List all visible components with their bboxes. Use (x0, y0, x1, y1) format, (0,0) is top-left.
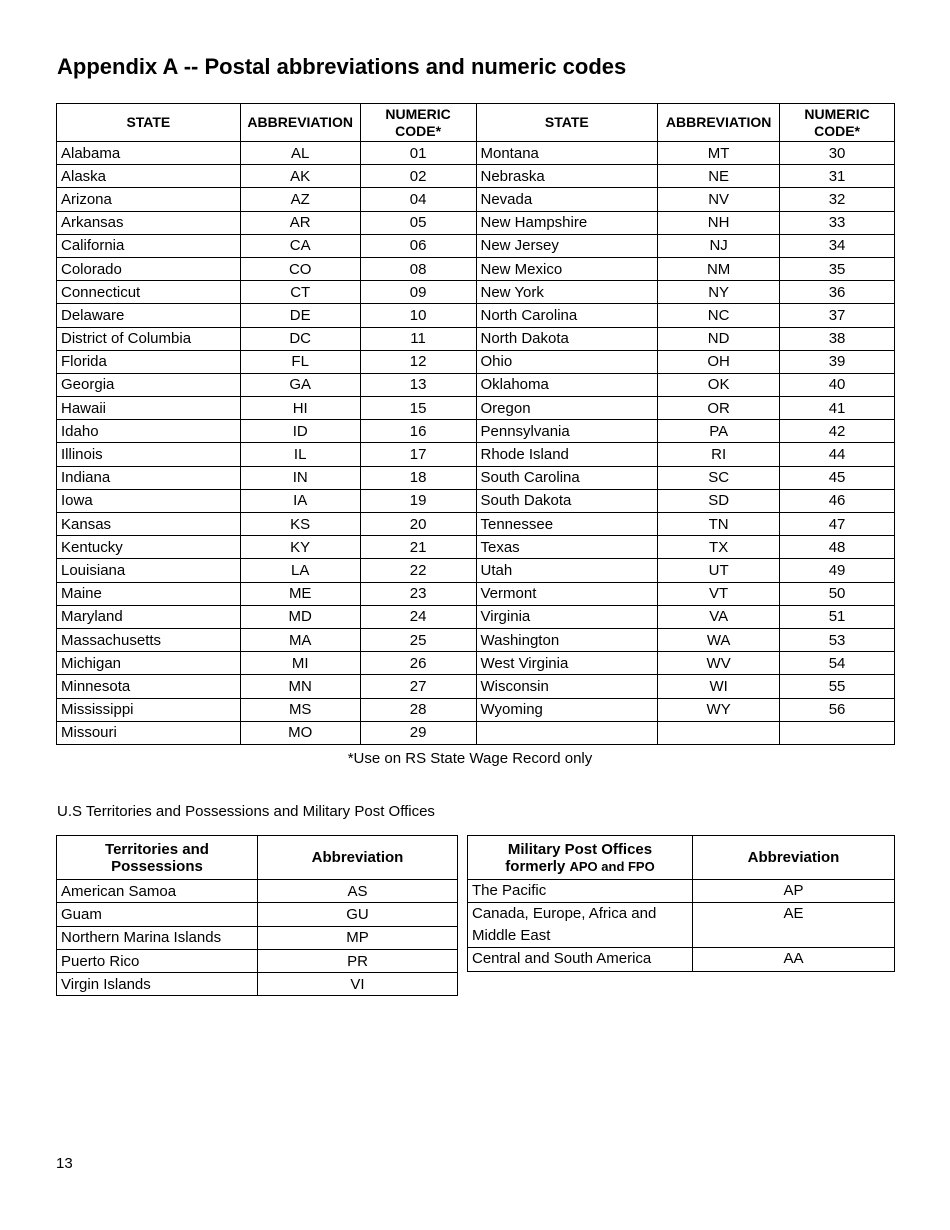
state-name: Washington (476, 628, 658, 651)
numeric-code: 50 (780, 582, 895, 605)
header-line: APO and FPO (569, 858, 655, 874)
abbreviation: VT (658, 582, 780, 605)
table-row (468, 948, 895, 971)
table-row (57, 142, 895, 165)
abbreviation: PA (658, 420, 780, 443)
table-row (57, 350, 895, 373)
numeric-code: 30 (780, 142, 895, 165)
column-header: Abbreviation (258, 836, 458, 880)
table-row (57, 281, 895, 304)
column-header: Abbreviation (693, 836, 895, 880)
abbreviation: TN (658, 513, 780, 536)
state-name: Massachusetts (57, 628, 241, 651)
table-row (57, 397, 895, 420)
abbreviation: MS (240, 698, 360, 721)
abbreviation: DC (240, 327, 360, 350)
numeric-code: 32 (780, 188, 895, 211)
state-name: Mississippi (57, 698, 241, 721)
table-row (57, 559, 895, 582)
numeric-code: 17 (360, 443, 476, 466)
abbreviation: VI (258, 973, 458, 996)
numeric-code: 46 (780, 489, 895, 512)
table-row (57, 973, 458, 996)
numeric-code: 27 (360, 675, 476, 698)
numeric-code (780, 721, 895, 744)
numeric-code: 33 (780, 211, 895, 234)
abbreviation: IL (240, 443, 360, 466)
state-name: Wyoming (476, 698, 658, 721)
abbreviation: MP (258, 926, 458, 949)
numeric-code: 10 (360, 304, 476, 327)
abbreviation: DE (240, 304, 360, 327)
abbreviation: CA (240, 234, 360, 257)
state-name: Michigan (57, 652, 241, 675)
state-name: Pennsylvania (476, 420, 658, 443)
table-row (57, 513, 895, 536)
table-row (57, 188, 895, 211)
state-name: Montana (476, 142, 658, 165)
abbreviation: ND (658, 327, 780, 350)
abbreviation: SD (658, 489, 780, 512)
state-name: Maine (57, 582, 241, 605)
state-name: New York (476, 281, 658, 304)
numeric-code: 48 (780, 536, 895, 559)
state-name: Arkansas (57, 211, 241, 234)
state-name: North Carolina (476, 304, 658, 327)
abbreviation: VA (658, 605, 780, 628)
state-name: Connecticut (57, 281, 241, 304)
table-row (57, 675, 895, 698)
state-name: Wisconsin (476, 675, 658, 698)
numeric-code: 13 (360, 373, 476, 396)
table-row (57, 327, 895, 350)
numeric-code: 15 (360, 397, 476, 420)
numeric-code: 38 (780, 327, 895, 350)
state-name: Ohio (476, 350, 658, 373)
table-row (57, 903, 458, 926)
region-name: Canada, Europe, Africa and Middle East (468, 903, 693, 948)
abbreviation: AE (693, 903, 895, 948)
state-codes-table (56, 103, 895, 745)
territory-name: Northern Marina Islands (57, 926, 258, 949)
abbreviation: NE (658, 165, 780, 188)
abbreviation: UT (658, 559, 780, 582)
numeric-code: 28 (360, 698, 476, 721)
abbreviation: ME (240, 582, 360, 605)
abbreviation: WA (658, 628, 780, 651)
abbreviation: FL (240, 350, 360, 373)
state-name: Colorado (57, 257, 241, 280)
numeric-code: 05 (360, 211, 476, 234)
numeric-code: 01 (360, 142, 476, 165)
numeric-code: 12 (360, 350, 476, 373)
table-row (57, 652, 895, 675)
column-header: Territories and Possessions (57, 836, 258, 880)
state-name: New Hampshire (476, 211, 658, 234)
state-name: Vermont (476, 582, 658, 605)
page-number: 13 (56, 1155, 73, 1172)
abbreviation: OR (658, 397, 780, 420)
table-row (57, 949, 458, 972)
numeric-code: 36 (780, 281, 895, 304)
state-name: Rhode Island (476, 443, 658, 466)
abbreviation: AK (240, 165, 360, 188)
numeric-code: 22 (360, 559, 476, 582)
numeric-code: 25 (360, 628, 476, 651)
abbreviation: AZ (240, 188, 360, 211)
column-header: NUMERIC CODE* (780, 104, 895, 142)
state-name: Louisiana (57, 559, 241, 582)
territory-name: Guam (57, 903, 258, 926)
column-header: STATE (57, 104, 241, 142)
abbreviation: WY (658, 698, 780, 721)
footnote: *Use on RS State Wage Record only (347, 750, 593, 767)
table-row (57, 304, 895, 327)
numeric-code: 56 (780, 698, 895, 721)
state-name: Iowa (57, 489, 241, 512)
numeric-code: 24 (360, 605, 476, 628)
numeric-code: 20 (360, 513, 476, 536)
table-row (57, 466, 895, 489)
state-name: Maryland (57, 605, 241, 628)
abbreviation (658, 721, 780, 744)
abbreviation: PR (258, 949, 458, 972)
column-header: ABBREVIATION (240, 104, 360, 142)
abbreviation: AA (693, 948, 895, 971)
state-name: Kentucky (57, 536, 241, 559)
column-header (468, 836, 693, 880)
state-name: Georgia (57, 373, 241, 396)
column-header: NUMERIC CODE* (360, 104, 476, 142)
numeric-code: 34 (780, 234, 895, 257)
state-name: Texas (476, 536, 658, 559)
numeric-code: 06 (360, 234, 476, 257)
numeric-code: 49 (780, 559, 895, 582)
section-subtitle: U.S Territories and Possessions and Military Post Offices (57, 803, 435, 820)
numeric-code: 45 (780, 466, 895, 489)
numeric-code: 09 (360, 281, 476, 304)
column-header: ABBREVIATION (658, 104, 780, 142)
page-title: Appendix A -- Postal abbreviations and numeric codes (57, 54, 627, 79)
abbreviation: NV (658, 188, 780, 211)
numeric-code: 26 (360, 652, 476, 675)
state-name: Illinois (57, 443, 241, 466)
table-row (468, 880, 895, 903)
abbreviation: MT (658, 142, 780, 165)
state-name: Oregon (476, 397, 658, 420)
state-name: Idaho (57, 420, 241, 443)
abbreviation: OH (658, 350, 780, 373)
table-row (57, 257, 895, 280)
table-row (57, 234, 895, 257)
table-row (57, 880, 458, 903)
state-name: District of Columbia (57, 327, 241, 350)
state-name: Alabama (57, 142, 241, 165)
region-name: The Pacific (468, 880, 693, 903)
numeric-code: 35 (780, 257, 895, 280)
state-name: West Virginia (476, 652, 658, 675)
abbreviation: RI (658, 443, 780, 466)
state-name: California (57, 234, 241, 257)
numeric-code: 41 (780, 397, 895, 420)
abbreviation: MO (240, 721, 360, 744)
state-name: South Carolina (476, 466, 658, 489)
numeric-code: 02 (360, 165, 476, 188)
table-row (57, 165, 895, 188)
abbreviation: CO (240, 257, 360, 280)
abbreviation: OK (658, 373, 780, 396)
abbreviation: IN (240, 466, 360, 489)
abbreviation: MD (240, 605, 360, 628)
abbreviation: WI (658, 675, 780, 698)
numeric-code: 19 (360, 489, 476, 512)
state-name: Delaware (57, 304, 241, 327)
abbreviation: NM (658, 257, 780, 280)
territory-name: Puerto Rico (57, 949, 258, 972)
numeric-code: 37 (780, 304, 895, 327)
table-row (57, 582, 895, 605)
table-header-row (57, 104, 895, 142)
table-row (57, 698, 895, 721)
state-name: Minnesota (57, 675, 241, 698)
state-name: Virginia (476, 605, 658, 628)
state-name: New Jersey (476, 234, 658, 257)
abbreviation: KS (240, 513, 360, 536)
abbreviation: SC (658, 466, 780, 489)
abbreviation: ID (240, 420, 360, 443)
state-name: Missouri (57, 721, 241, 744)
numeric-code: 11 (360, 327, 476, 350)
state-name: Oklahoma (476, 373, 658, 396)
abbreviation: AS (258, 880, 458, 903)
abbreviation: TX (658, 536, 780, 559)
numeric-code: 21 (360, 536, 476, 559)
state-name: North Dakota (476, 327, 658, 350)
abbreviation: IA (240, 489, 360, 512)
abbreviation: MN (240, 675, 360, 698)
abbreviation: AL (240, 142, 360, 165)
abbreviation: MI (240, 652, 360, 675)
table-header-row (468, 836, 895, 880)
abbreviation: WV (658, 652, 780, 675)
table-row (57, 373, 895, 396)
abbreviation: KY (240, 536, 360, 559)
numeric-code: 54 (780, 652, 895, 675)
numeric-code: 04 (360, 188, 476, 211)
territory-name: American Samoa (57, 880, 258, 903)
numeric-code: 23 (360, 582, 476, 605)
column-header: STATE (476, 104, 658, 142)
table-row (57, 211, 895, 234)
abbreviation: NJ (658, 234, 780, 257)
numeric-code: 40 (780, 373, 895, 396)
abbreviation: AR (240, 211, 360, 234)
state-name: South Dakota (476, 489, 658, 512)
numeric-code: 47 (780, 513, 895, 536)
military-post-offices-table (467, 835, 895, 972)
numeric-code: 29 (360, 721, 476, 744)
numeric-code: 55 (780, 675, 895, 698)
abbreviation: NH (658, 211, 780, 234)
abbreviation: CT (240, 281, 360, 304)
abbreviation: GA (240, 373, 360, 396)
header-line: Military Post Offices (507, 840, 653, 858)
table-header-row (57, 836, 458, 880)
state-name: New Mexico (476, 257, 658, 280)
table-row (57, 420, 895, 443)
state-name: Indiana (57, 466, 241, 489)
numeric-code: 51 (780, 605, 895, 628)
state-name: Florida (57, 350, 241, 373)
numeric-code: 42 (780, 420, 895, 443)
state-name: Alaska (57, 165, 241, 188)
abbreviation: HI (240, 397, 360, 420)
abbreviation: NY (658, 281, 780, 304)
numeric-code: 08 (360, 257, 476, 280)
table-row (57, 443, 895, 466)
table-row (57, 721, 895, 744)
abbreviation: GU (258, 903, 458, 926)
table-row (57, 628, 895, 651)
territory-name: Virgin Islands (57, 973, 258, 996)
state-name: Nevada (476, 188, 658, 211)
numeric-code: 44 (780, 443, 895, 466)
region-name: Central and South America (468, 948, 693, 971)
numeric-code: 53 (780, 628, 895, 651)
table-row (57, 536, 895, 559)
header-line: formerly (505, 857, 566, 875)
table-row (468, 903, 895, 948)
state-name (476, 721, 658, 744)
state-name: Kansas (57, 513, 241, 536)
table-row (57, 926, 458, 949)
abbreviation: NC (658, 304, 780, 327)
numeric-code: 31 (780, 165, 895, 188)
abbreviation: AP (693, 880, 895, 903)
abbreviation: LA (240, 559, 360, 582)
state-name: Utah (476, 559, 658, 582)
state-name: Nebraska (476, 165, 658, 188)
state-name: Arizona (57, 188, 241, 211)
territories-table (56, 835, 458, 996)
table-row (57, 489, 895, 512)
numeric-code: 16 (360, 420, 476, 443)
state-name: Tennessee (476, 513, 658, 536)
abbreviation: MA (240, 628, 360, 651)
numeric-code: 39 (780, 350, 895, 373)
state-name: Hawaii (57, 397, 241, 420)
table-row (57, 605, 895, 628)
numeric-code: 18 (360, 466, 476, 489)
